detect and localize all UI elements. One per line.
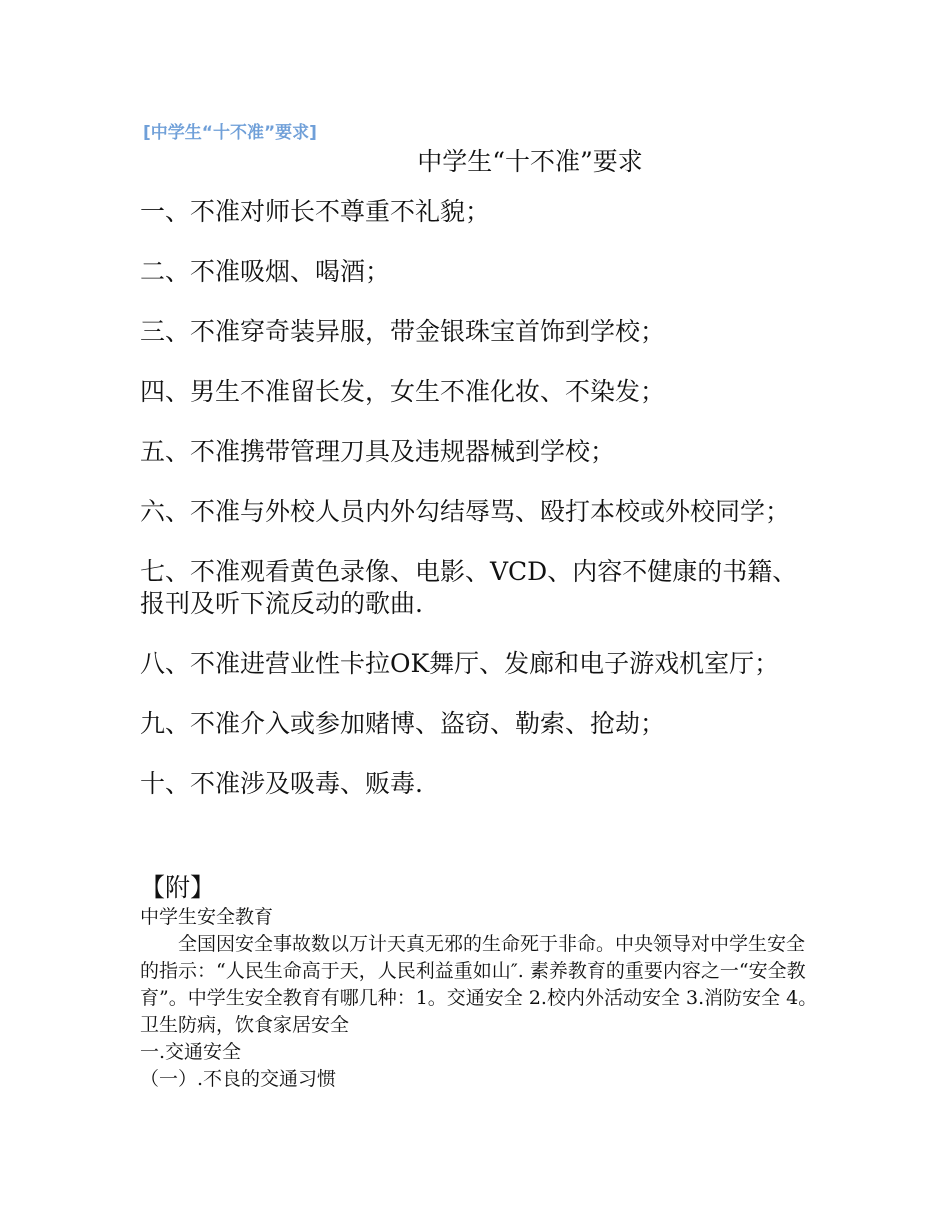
rules-list — [140, 196, 815, 800]
subsection-heading: （一）.不良的交通习惯 — [140, 1068, 337, 1090]
appendix-subtitle: 中学生安全教育 — [140, 906, 274, 928]
appendix-heading: 【附】 — [140, 873, 216, 902]
rule-item: 九、不准介入或参加赌博、盗窃、勒索、抢劫； — [140, 709, 666, 738]
appendix-section — [140, 872, 820, 1093]
rule-item: 二、不准吸烟、喝酒； — [140, 257, 391, 286]
rule-item: 八、不准进营业性卡拉OK舞厅、发廊和电子游戏机室厅； — [140, 649, 780, 678]
appendix-paragraph: 全国因安全事故数以万计天真无邪的生命死于非命。中央领导对中学生安全的指示：“人民生命高于天，人民利益重如山″. 素养教育的重要内容之一“安全教育”。中学生安全教育有哪几种：1。交通安全 2.校内外活动安全 3.消防安全 4。卫生防病，饮食家居安全 — [140, 933, 818, 1036]
rule-item: 六、不准与外校人员内外勾结辱骂、殴打本校或外校同学； — [140, 497, 791, 526]
rule-item: 十、不准涉及吸毒、贩毒. — [140, 769, 423, 798]
page-title: 中学生“十不准”要求 — [417, 147, 643, 176]
document-tag: [中学生“十不准”要求] — [143, 123, 317, 143]
rule-item: 三、不准穿奇装异服，带金银珠宝首饰到学校； — [140, 317, 666, 346]
rule-item: 七、不准观看黄色录像、电影、VCD、内容不健康的书籍、报刊及听下流反动的歌曲. — [140, 557, 798, 618]
rule-item: 五、不准携带管理刀具及违规器械到学校； — [140, 437, 616, 466]
rule-item: 一、不准对师长不尊重不礼貌； — [140, 197, 491, 226]
rule-item: 四、男生不准留长发，女生不准化妆、不染发； — [140, 377, 666, 406]
section-heading: 一.交通安全 — [140, 1041, 242, 1063]
